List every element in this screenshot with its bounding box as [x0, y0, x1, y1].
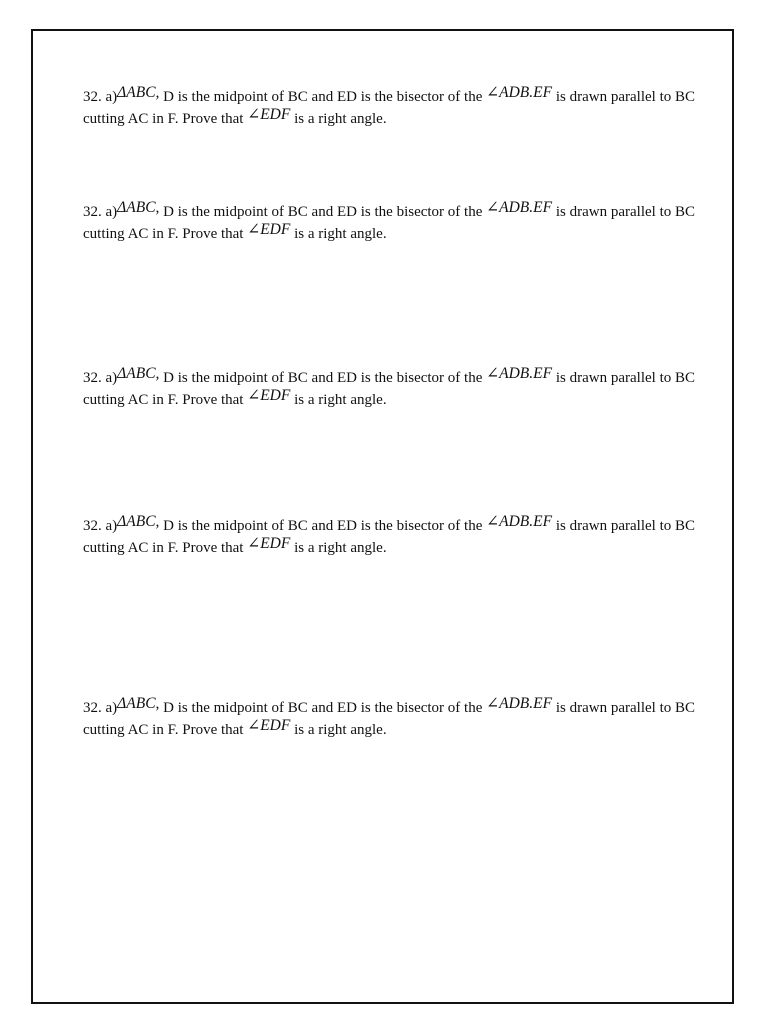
math-angle-edf: ∠EDF	[247, 221, 291, 238]
math-angle-edf: ∠EDF	[247, 106, 291, 123]
question-number: 32. a)	[83, 518, 118, 534]
question-text-part: is drawn parallel to BC cutting AC in F. Prove that	[83, 204, 696, 242]
question-text-part: is drawn parallel to BC cutting AC in F. Prove that	[83, 700, 696, 738]
question-number: 32. a)	[83, 89, 118, 105]
question-text	[83, 201, 695, 245]
question-text-part: D is the midpoint of BC and ED is the bisector of the	[159, 370, 487, 386]
math-angle-adb: ∠ADB.EF	[486, 695, 553, 712]
math-triangle-abc: ΔABC,	[117, 365, 160, 382]
math-angle-adb: ∠ADB.EF	[486, 84, 553, 101]
question-text-part: D is the midpoint of BC and ED is the bisector of the	[159, 518, 487, 534]
question-block	[83, 367, 695, 411]
math-triangle-abc: ΔABC,	[117, 84, 160, 101]
question-text-part: D is the midpoint of BC and ED is the bisector of the	[159, 700, 487, 716]
question-text-part: is drawn parallel to BC cutting AC in F. Prove that	[83, 518, 696, 556]
math-angle-adb: ∠ADB.EF	[486, 365, 553, 382]
question-text-part: D is the midpoint of BC and ED is the bisector of the	[159, 89, 487, 105]
math-angle-adb: ∠ADB.EF	[486, 199, 553, 216]
question-block	[83, 697, 695, 741]
math-triangle-abc: ΔABC,	[117, 695, 160, 712]
math-angle-adb: ∠ADB.EF	[486, 513, 553, 530]
question-block	[83, 86, 695, 130]
question-text-part: is a right angle.	[290, 540, 387, 556]
math-triangle-abc: ΔABC,	[117, 199, 160, 216]
question-number: 32. a)	[83, 700, 118, 716]
question-text-part: is drawn parallel to BC cutting AC in F. Prove that	[83, 370, 696, 408]
math-angle-edf: ∠EDF	[247, 535, 291, 552]
question-text-part: D is the midpoint of BC and ED is the bisector of the	[159, 204, 487, 220]
question-number: 32. a)	[83, 204, 118, 220]
question-text	[83, 697, 695, 741]
question-number: 32. a)	[83, 370, 118, 386]
question-text	[83, 367, 695, 411]
question-text-part: is a right angle.	[290, 392, 387, 408]
math-angle-edf: ∠EDF	[247, 387, 291, 404]
math-triangle-abc: ΔABC,	[117, 513, 160, 530]
question-text-part: is a right angle.	[290, 226, 387, 242]
question-text	[83, 86, 695, 130]
question-text-part: is a right angle.	[290, 722, 387, 738]
question-block	[83, 201, 695, 245]
question-text-part: is a right angle.	[290, 111, 387, 127]
math-angle-edf: ∠EDF	[247, 717, 291, 734]
question-text	[83, 515, 695, 559]
question-block	[83, 515, 695, 559]
question-text-part: is drawn parallel to BC cutting AC in F. Prove that	[83, 89, 696, 127]
